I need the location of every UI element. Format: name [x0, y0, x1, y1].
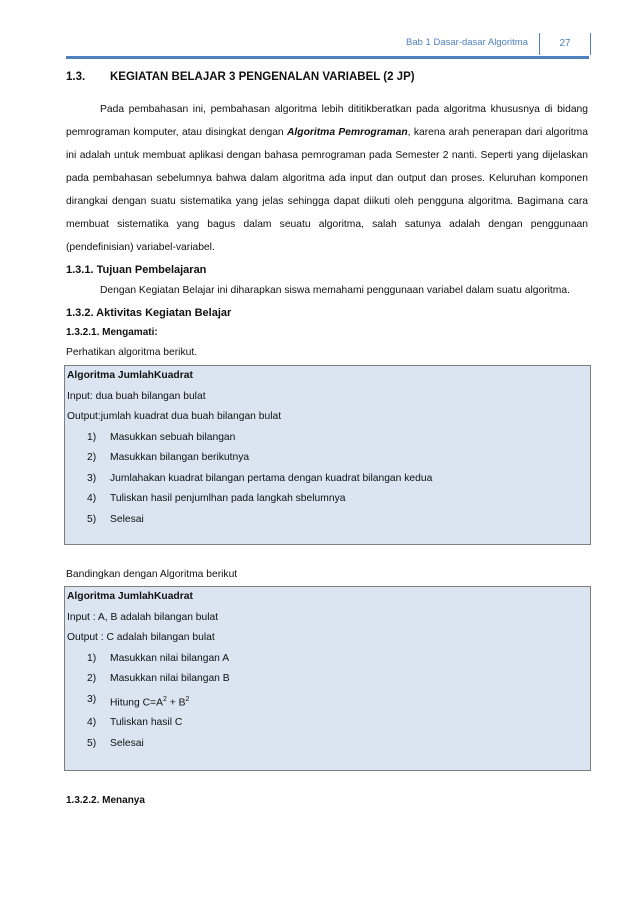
step-text: Masukkan nilai bilangan A [110, 652, 230, 664]
step-number: 5) [87, 737, 97, 749]
algorithm-1-step [67, 489, 590, 510]
algorithm-1-output: Output:jumlah kuadrat dua buah bilangan bulat [67, 411, 282, 422]
algorithm-1-step [67, 448, 590, 469]
aktivitas-heading: 1.3.2. Aktivitas Kegiatan Belajar [66, 307, 232, 319]
step-text: Masukkan bilangan berikutnya [110, 452, 250, 463]
intro-text-1: Pada pembahasan ini, pembahasan algoritma lebih dititikberatkan pada algoritma khususnya di bidang pemrograman komputer, atau disingkat dengan [66, 104, 588, 138]
step-text: Tuliskan hasil C [110, 717, 183, 729]
algorithm-2-step [67, 734, 590, 755]
step-number: 4) [87, 493, 97, 504]
step-number: 2) [87, 673, 97, 684]
mengamati-text: Perhatikan algoritma berikut. [66, 347, 198, 358]
algorithm-2-output: Output : C adalah bilangan bulat [67, 632, 215, 643]
algorithm-1-title: Algoritma JumlahKuadrat [67, 370, 193, 381]
step-number: 1) [87, 431, 97, 443]
step-text: Selesai [110, 737, 144, 749]
page-number: 27 [539, 33, 591, 55]
algorithm-1-step [67, 510, 590, 531]
algorithm-1-step [67, 469, 590, 490]
tujuan-paragraph [66, 280, 588, 301]
step-number: 5) [87, 513, 97, 525]
intro-text-2: , karena arah penerapan dari algoritma ini adalah untuk membuat aplikasi dengan bahasa pemrograman pada Semester 2 nanti. Seperti yang dijelaskan pada pembahasan sebelumnya bahwa dalam algoritma ada input dan output dan proses. Keluruhan komponen dirangkai dengan suatu sistematika yang jelas sehingga dapat diikuti oleh pengguna algoritma. Bagimana cara membuat sistematika yang bagus dalam seuatu algoritma, salah satunya adalah dengan penggunaan (pendefinisian) variabel-variabel. [66, 127, 588, 253]
algorithm-2-step [67, 669, 590, 690]
exponent: 2 [162, 695, 167, 703]
mengamati-heading: 1.3.2.1. Mengamati: [66, 327, 158, 338]
algorithm-2-input: Input : A, B adalah bilangan bulat [67, 611, 219, 623]
algorithm-box-1 [64, 365, 591, 545]
formula-part-a: Hitung C=A [110, 696, 163, 708]
page-content [66, 67, 588, 811]
formula-part-b: + B [166, 696, 186, 708]
compare-text: Bandingkan dengan Algoritma berikut [66, 569, 238, 580]
section-title-text: KEGIATAN BELAJAR 3 PENGENALAN VARIABEL (2 JP) [110, 71, 415, 83]
step-text: Selesai [110, 513, 144, 525]
step-number: 3) [87, 472, 97, 484]
tujuan-text: Dengan Kegiatan Belajar ini diharapkan siswa memahami penggunaan variabel dalam suatu algoritma. [100, 285, 570, 296]
step-text [110, 690, 189, 714]
menanya-heading: 1.3.2.2. Menanya [66, 795, 145, 807]
algorithm-2-step [67, 649, 590, 670]
header-rule [66, 56, 589, 59]
tujuan-heading: 1.3.1. Tujuan Pembelajaran [66, 264, 207, 276]
algorithm-1-step [67, 428, 590, 449]
intro-paragraph [66, 98, 588, 259]
step-number: 4) [87, 717, 97, 729]
step-number: 3) [87, 693, 97, 705]
algorithm-2-title: Algoritma JumlahKuadrat [67, 591, 193, 602]
step-number: 2) [87, 452, 97, 463]
algorithm-2-step [67, 690, 590, 714]
step-text: Masukkan nilai bilangan B [110, 673, 230, 684]
step-text: Jumlahakan kuadrat bilangan pertama dengan kuadrat bilangan kedua [110, 472, 433, 484]
step-text: Tuliskan hasil penjumlhan pada langkah sbelumnya [110, 493, 346, 504]
step-text: Masukkan sebuah bilangan [110, 431, 236, 443]
intro-emphasis: Algoritma Pemrograman [287, 127, 408, 138]
algorithm-1-input: Input: dua buah bilangan bulat [67, 390, 206, 402]
step-number: 1) [87, 652, 97, 664]
exponent: 2 [185, 695, 190, 703]
algorithm-2-step [67, 713, 590, 734]
chapter-header: Bab 1 Dasar-dasar Algoritma [406, 37, 528, 48]
section-title [66, 71, 588, 83]
algorithm-box-2 [64, 586, 591, 771]
section-number: 1.3. [66, 71, 86, 83]
